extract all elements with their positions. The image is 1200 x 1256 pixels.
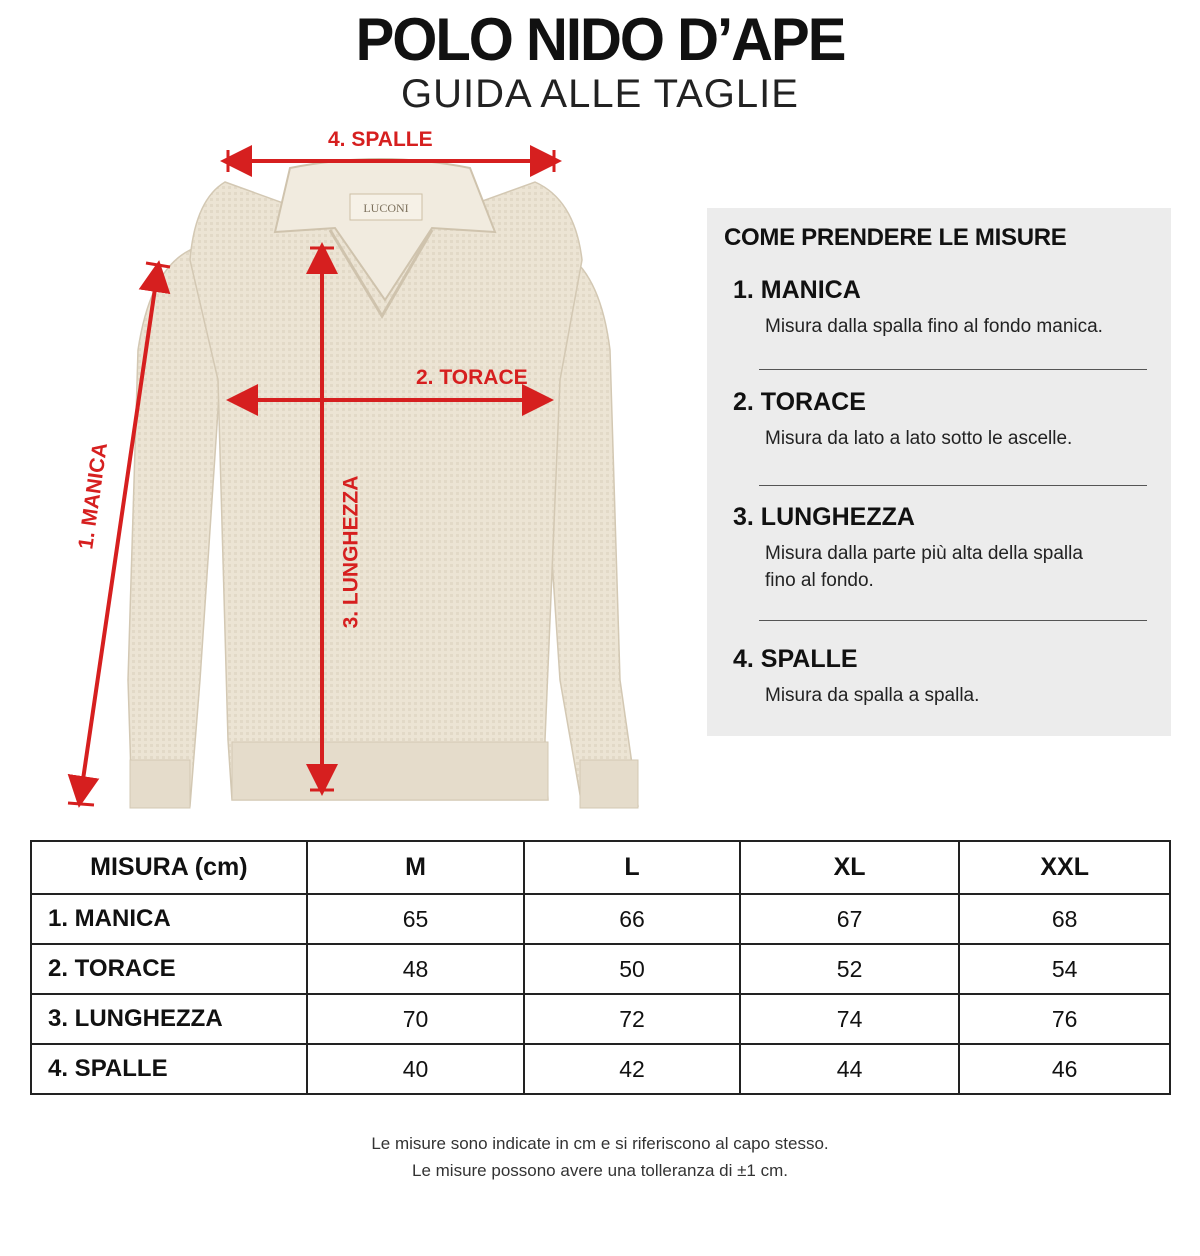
table-cell: 54 xyxy=(959,944,1170,994)
left-sleeve xyxy=(128,250,220,806)
column-header: XXL xyxy=(959,841,1170,894)
table-row xyxy=(31,894,1170,944)
table-cell: 70 xyxy=(307,994,525,1044)
step-description: Misura da spalla a spalla. xyxy=(765,685,980,706)
table-cell: 50 xyxy=(524,944,740,994)
right-cuff xyxy=(580,760,638,808)
page-title: POLO NIDO D’APE xyxy=(355,5,845,74)
row-label: 3. LUNGHEZZA xyxy=(31,994,307,1044)
table-cell: 46 xyxy=(959,1044,1170,1094)
divider xyxy=(759,485,1147,486)
footer-note: Le misure sono indicate in cm e si riferiscono al capo stesso. xyxy=(371,1134,829,1153)
step-spalle xyxy=(733,645,1143,709)
row-label: 4. SPALLE xyxy=(31,1044,307,1094)
table-row xyxy=(31,994,1170,1044)
torace-annotation: 2. TORACE xyxy=(416,366,528,389)
manica-tick-bottom xyxy=(68,803,94,805)
table-cell: 76 xyxy=(959,994,1170,1044)
table-cell: 68 xyxy=(959,894,1170,944)
divider xyxy=(759,369,1147,370)
table-cell: 72 xyxy=(524,994,740,1044)
row-label: 1. MANICA xyxy=(31,894,307,944)
table-header-row xyxy=(31,841,1170,894)
left-cuff xyxy=(130,760,190,808)
table-cell: 40 xyxy=(307,1044,525,1094)
table-cell: 65 xyxy=(307,894,525,944)
table-cell: 42 xyxy=(524,1044,740,1094)
table-cell: 52 xyxy=(740,944,960,994)
column-header: XL xyxy=(740,841,960,894)
step-title: 2. TORACE xyxy=(733,388,866,416)
step-title: 4. SPALLE xyxy=(733,645,858,673)
size-table xyxy=(30,840,1171,1095)
page-subtitle: GUIDA ALLE TAGLIE xyxy=(401,72,799,116)
brand-label: LUCONI xyxy=(363,201,409,215)
table-cell: 48 xyxy=(307,944,525,994)
instructions-heading: COME PRENDERE LE MISURE xyxy=(724,224,1067,251)
manica-tick-top xyxy=(146,263,170,267)
step-title: 1. MANICA xyxy=(733,276,861,304)
divider xyxy=(759,620,1147,621)
column-header: MISURA (cm) xyxy=(31,841,307,894)
table-cell: 66 xyxy=(524,894,740,944)
table-row xyxy=(31,1044,1170,1094)
spalle-annotation: 4. SPALLE xyxy=(328,128,433,151)
row-label: 2. TORACE xyxy=(31,944,307,994)
table-cell: 67 xyxy=(740,894,960,944)
step-description: Misura dalla parte più alta della spalla fino al fondo. xyxy=(765,543,1083,591)
polo-hem xyxy=(232,742,548,800)
table-cell: 74 xyxy=(740,994,960,1044)
step-title: 3. LUNGHEZZA xyxy=(733,503,915,531)
column-header: L xyxy=(524,841,740,894)
step-description: Misura da lato a lato sotto le ascelle. xyxy=(765,428,1073,449)
step-description: Misura dalla spalla fino al fondo manica. xyxy=(765,316,1103,337)
column-header: M xyxy=(307,841,525,894)
footer-note: Le misure possono avere una tolleranza di ±1 cm. xyxy=(412,1161,788,1180)
manica-annotation: 1. MANICA xyxy=(74,441,113,551)
instructions-panel xyxy=(707,208,1171,736)
table-row xyxy=(31,944,1170,994)
lunghezza-annotation: 3. LUNGHEZZA xyxy=(339,475,363,629)
step-lunghezza xyxy=(733,503,1143,594)
table-cell: 44 xyxy=(740,1044,960,1094)
step-torace xyxy=(733,388,1143,452)
step-manica xyxy=(733,276,1143,340)
